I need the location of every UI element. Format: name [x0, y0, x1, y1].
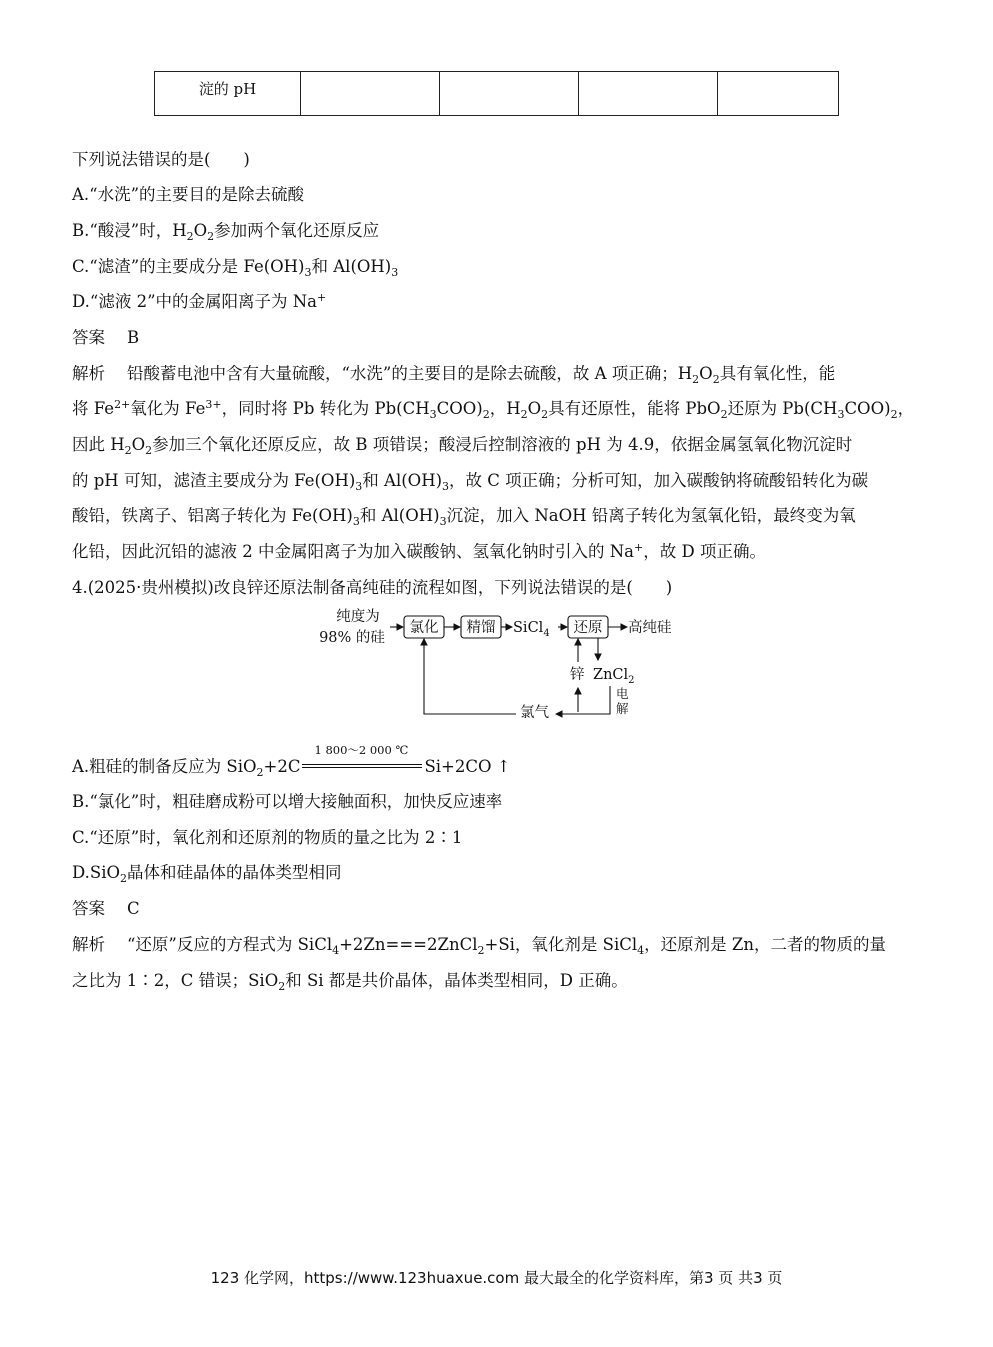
- flow-output: 高纯硅: [628, 620, 672, 636]
- option-a: A.“水洗”的主要目的是除去硫酸: [72, 185, 305, 204]
- reaction-condition: 1 800～2 000 ℃: [314, 742, 409, 757]
- flow-sicl4: SiCl$_4$: [513, 620, 550, 639]
- analysis-line-2: 将 $Fe^{2+}$氧化为 $Fe^{3+}$，同时将 Pb 转化为 $Pb(CH_3COO)_2$，$H_2O_2$具有还原性，能将 PbO$_2$还原为 $Pb(CH_3COO)_2$，: [72, 398, 915, 421]
- question-4-stem: 4.(2025·贵州模拟)改良锌还原法制备高纯硅的流程如图，下列说法错误的是( ): [72, 578, 673, 597]
- q4-analysis-line-1: 解析 “还原”反应的方程式为 SiCl$_4$+2Zn===2ZnCl$_2$+Si，氧化剂是 SiCl$_4$，还原剂是 Zn，二者的物质的量: [72, 935, 886, 957]
- flow-zncl2: ZnCl$_2$: [593, 667, 635, 686]
- analysis-line-3: 因此 $H_2O_2$参加三个氧化还原反应，故 B 项错误；酸浸后控制溶液的 pH 为 4.9，依据金属氢氧化物沉淀时: [72, 435, 853, 457]
- q4-option-d: D.SiO$_2$晶体和硅晶体的晶体类型相同: [72, 863, 342, 885]
- table-cell: [718, 72, 839, 116]
- flow-zinc: 锌: [570, 667, 585, 683]
- table-row: [155, 72, 839, 116]
- analysis-line-4: 的 pH 可知，滤渣主要成分为 $Fe(OH)_3$和 $Al(OH)_3$，故 C 项正确；分析可知，加入碳酸钠将硫酸铅转化为碳: [72, 471, 869, 493]
- option-d: D.“滤液 2”中的金属阳离子为 Na+: [72, 291, 327, 311]
- table-cell: [301, 72, 440, 116]
- flow-box-reduction-label: 还原: [573, 620, 603, 636]
- flow-box-chlorination-label: 氯化: [409, 620, 439, 636]
- table-cell: [579, 72, 718, 116]
- q4-analysis-line-2: 之比为 1∶2，C 错误；SiO$_2$和 Si 都是共价晶体，晶体类型相同，D 正确。: [72, 971, 628, 993]
- table-cell-label: 淀的 pH: [155, 72, 301, 116]
- flow-box-distillation-label: 精馏: [466, 620, 496, 636]
- page-footer: 123 化学网，https://www.123huaxue.com 最大最全的化学资料库，第3 页 共3 页: [210, 1269, 783, 1287]
- analysis-line-1: 解析 铅酸蓄电池中含有大量硫酸，“水洗”的主要目的是除去硫酸，故 A 项正确；$H_2O_2$具有氧化性，能: [72, 364, 836, 386]
- reaction-condition-arrow: [300, 742, 424, 776]
- flow-chlorine: 氯气: [520, 705, 549, 721]
- table-cell: [440, 72, 579, 116]
- flow-input-line2: 98% 的硅: [319, 630, 385, 646]
- analysis-line-5: 酸铅，铁离子、铝离子转化为 $Fe(OH)_3$和 $Al(OH)_3$沉淀，加入 NaOH 铅离子转化为氢氧化铅，最终变为氧: [72, 506, 856, 528]
- flow-electrolysis-1: 电: [616, 686, 629, 701]
- q4-answer: 答案 C: [72, 899, 140, 918]
- q4-option-a: A.粗硅的制备反应为 SiO$_2$+2C 1 800～2 000 ℃ Si+2CO ↑: [72, 742, 511, 779]
- data-table: [154, 71, 839, 116]
- option-b: B.“酸浸”时，$H_2O_2$参加两个氧化还原反应: [72, 221, 380, 243]
- q4-option-c: C.“还原”时，氧化剂和还原剂的物质的量之比为 2∶1: [72, 828, 463, 847]
- question-stem: 下列说法错误的是( ): [72, 150, 250, 169]
- q4-option-b: B.“氯化”时，粗硅磨成粉可以增大接触面积，加快反应速率: [72, 792, 503, 811]
- analysis-line-6: 化铅，因此沉铅的滤液 2 中金属阳离子为加入碳酸钠、氢氧化钠时引入的 Na+，故 D 项正确。: [72, 541, 766, 561]
- process-flow-diagram: [300, 604, 700, 722]
- option-c: C.“滤渣”的主要成分是 $Fe(OH)_3$和 $Al(OH)_3$: [72, 257, 399, 279]
- flow-input-line1: 纯度为: [336, 609, 380, 625]
- flow-electrolysis-2: 解: [616, 701, 629, 716]
- answer: 答案 B: [72, 328, 140, 347]
